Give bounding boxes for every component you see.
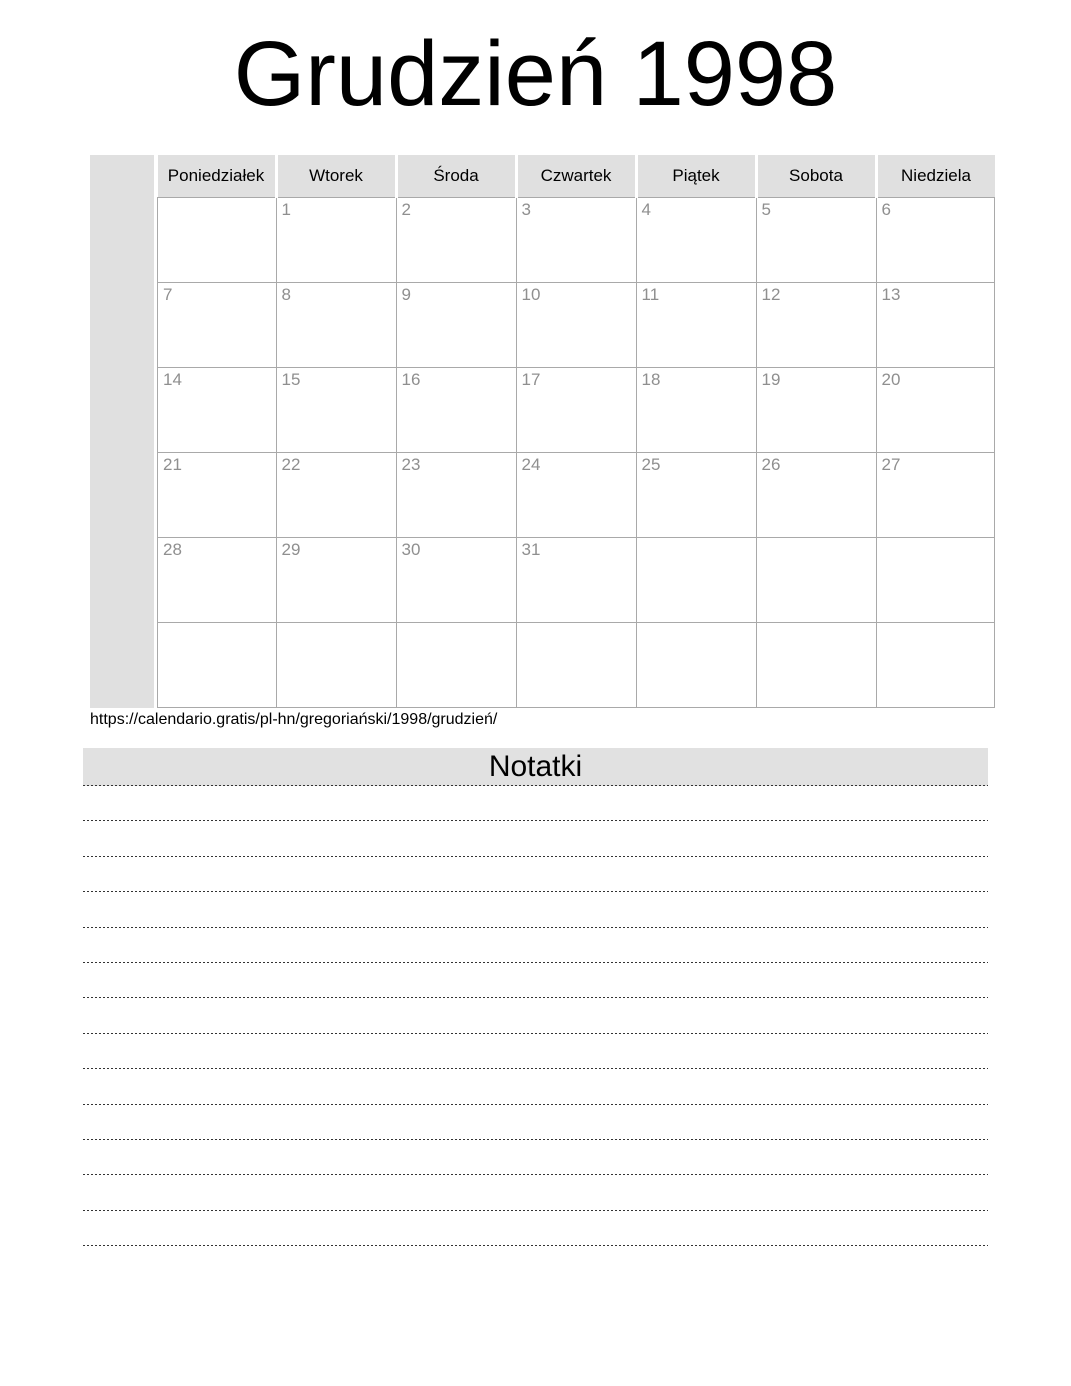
day-number: 16 — [401, 370, 421, 389]
day-number — [757, 538, 876, 541]
calendar-day-cell — [756, 623, 876, 708]
calendar-day-cell — [636, 623, 756, 708]
note-line — [83, 928, 988, 963]
note-line — [83, 1175, 988, 1210]
source-url: https://calendario.gratis/pl-hn/gregoriański/1998/grudzień/ — [90, 711, 498, 728]
calendar-day-cell — [756, 538, 876, 623]
note-line — [83, 892, 988, 927]
calendar-day-cell — [396, 368, 516, 453]
calendar-day-cell — [876, 198, 995, 283]
day-number: 17 — [521, 370, 541, 389]
calendar-day-cell — [158, 623, 277, 708]
calendar-day-cell — [876, 623, 995, 708]
calendar-day-cell — [158, 198, 277, 283]
note-line — [83, 857, 988, 892]
day-number: 22 — [281, 455, 301, 474]
weekday-header-cell: Środa — [396, 155, 516, 198]
weekday-header-cell: Czwartek — [516, 155, 636, 198]
calendar-week-row — [158, 538, 995, 623]
weekday-header-cell: Piątek — [636, 155, 756, 198]
day-number — [637, 538, 756, 541]
day-number: 23 — [401, 455, 421, 474]
calendar-day-cell — [876, 368, 995, 453]
day-number: 6 — [881, 200, 891, 219]
day-number: 21 — [163, 455, 182, 474]
calendar-day-cell — [636, 198, 756, 283]
calendar-day-cell — [516, 198, 636, 283]
note-line — [83, 821, 988, 856]
day-number: 2 — [401, 200, 411, 219]
day-number — [637, 623, 756, 626]
weekday-header-row — [158, 155, 995, 198]
day-number: 31 — [521, 540, 541, 559]
calendar-week-row — [158, 623, 995, 708]
day-number: 20 — [881, 370, 901, 389]
calendar-day-cell — [396, 283, 516, 368]
calendar-day-cell — [396, 198, 516, 283]
day-number: 26 — [761, 455, 781, 474]
day-number: 10 — [521, 285, 541, 304]
calendar-day-cell — [756, 368, 876, 453]
calendar-day-cell — [876, 453, 995, 538]
calendar-day-cell — [516, 538, 636, 623]
day-number: 4 — [641, 200, 651, 219]
page-title: Grudzień 1998 — [233, 23, 838, 125]
calendar-week-row — [158, 368, 995, 453]
day-number: 8 — [281, 285, 291, 304]
calendar-day-cell — [276, 198, 396, 283]
calendar-day-cell — [276, 368, 396, 453]
calendar-day-cell — [636, 538, 756, 623]
calendar-day-cell — [636, 368, 756, 453]
calendar-header — [158, 155, 995, 198]
calendar-day-cell — [876, 538, 995, 623]
day-number: 30 — [401, 540, 421, 559]
day-number: 19 — [761, 370, 781, 389]
day-number: 3 — [521, 200, 531, 219]
note-line — [83, 963, 988, 998]
calendar-day-cell — [396, 623, 516, 708]
calendar-week-row — [158, 453, 995, 538]
day-number: 18 — [641, 370, 661, 389]
note-line — [83, 1140, 988, 1175]
calendar-week-row — [158, 283, 995, 368]
calendar-day-cell — [158, 368, 277, 453]
calendar-day-cell — [158, 538, 277, 623]
calendar-day-cell — [756, 453, 876, 538]
day-number: 7 — [163, 285, 173, 304]
calendar-day-cell — [276, 623, 396, 708]
weekday-header-cell: Poniedziałek — [158, 155, 277, 198]
calendar-day-cell — [396, 453, 516, 538]
calendar-day-cell — [158, 283, 277, 368]
day-number: 5 — [761, 200, 771, 219]
notes-lines — [83, 786, 988, 1246]
calendar-day-cell — [158, 453, 277, 538]
calendar-day-cell — [516, 623, 636, 708]
notes-heading: Notatki — [83, 748, 988, 786]
weekday-header-cell: Wtorek — [276, 155, 396, 198]
calendar-day-cell — [636, 283, 756, 368]
day-number — [158, 623, 276, 626]
day-number: 9 — [401, 285, 411, 304]
day-number — [877, 538, 995, 541]
calendar — [90, 155, 995, 708]
note-line — [83, 1069, 988, 1104]
day-number — [277, 623, 396, 626]
day-number: 14 — [163, 370, 182, 389]
calendar-day-cell — [516, 368, 636, 453]
day-number — [158, 198, 276, 201]
day-number: 27 — [881, 455, 901, 474]
day-number: 1 — [281, 200, 291, 219]
calendar-day-cell — [396, 538, 516, 623]
day-number: 29 — [281, 540, 301, 559]
weekday-header-cell: Niedziela — [876, 155, 995, 198]
calendar-day-cell — [636, 453, 756, 538]
calendar-day-cell — [276, 453, 396, 538]
calendar-day-cell — [756, 198, 876, 283]
note-line — [83, 786, 988, 821]
day-number — [877, 623, 995, 626]
day-number — [517, 623, 636, 626]
weekday-header-cell: Sobota — [756, 155, 876, 198]
calendar-day-cell — [516, 453, 636, 538]
calendar-day-cell — [516, 283, 636, 368]
calendar-day-cell — [276, 283, 396, 368]
day-number: 15 — [281, 370, 301, 389]
note-line — [83, 998, 988, 1033]
calendar-body — [158, 198, 995, 708]
calendar-table — [157, 155, 995, 708]
calendar-day-cell — [876, 283, 995, 368]
day-number — [757, 623, 876, 626]
calendar-day-cell — [756, 283, 876, 368]
day-number: 25 — [641, 455, 661, 474]
day-number: 12 — [761, 285, 781, 304]
week-number-column — [90, 155, 154, 708]
day-number: 13 — [881, 285, 901, 304]
note-line — [83, 1211, 988, 1246]
note-line — [83, 1105, 988, 1140]
day-number: 28 — [163, 540, 182, 559]
note-line — [83, 1034, 988, 1069]
calendar-day-cell — [276, 538, 396, 623]
calendar-week-row — [158, 198, 995, 283]
day-number: 24 — [521, 455, 541, 474]
notes-section — [83, 748, 988, 1246]
day-number: 11 — [641, 285, 660, 304]
day-number — [397, 623, 516, 626]
